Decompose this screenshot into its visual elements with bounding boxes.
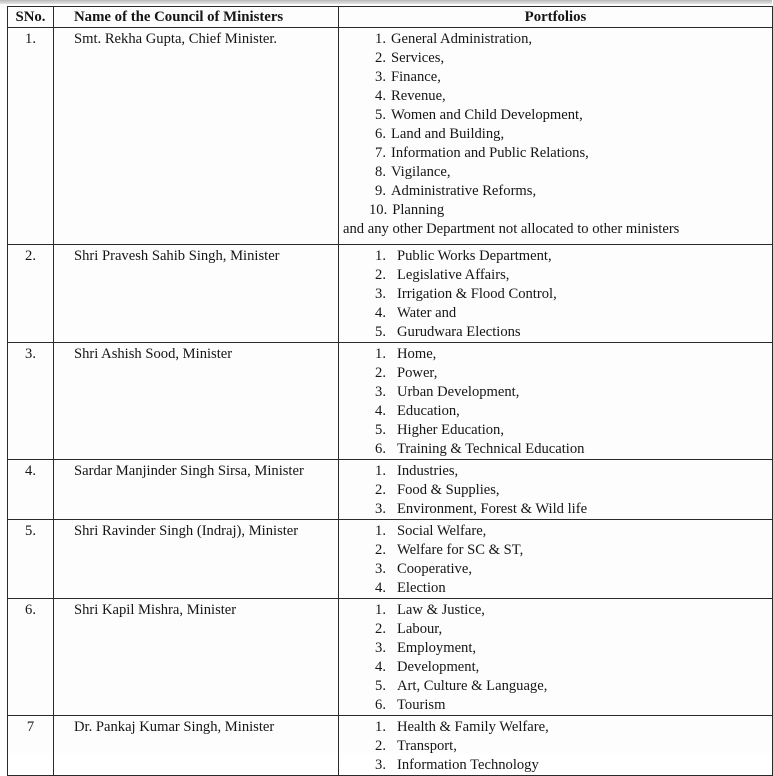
portfolio-item-number: 6. [375, 697, 386, 713]
portfolio-item [369, 462, 772, 481]
portfolio-item [369, 677, 772, 696]
portfolio-item-text: Social Welfare, [397, 523, 487, 539]
table-body [8, 28, 773, 776]
portfolio-item-text: Industries, [397, 463, 459, 479]
portfolio-item [369, 620, 772, 639]
serial-number-cell: 1. [8, 28, 54, 245]
portfolio-item-number: 3. [375, 384, 386, 400]
portfolio-item-number: 1. [375, 463, 386, 479]
portfolio-item-text: Legislative Affairs, [397, 267, 510, 283]
portfolio-item-text: Employment, [397, 640, 477, 656]
portfolio-item-number: 8. [375, 164, 386, 180]
portfolio-item-text: Labour, [397, 621, 443, 637]
portfolio-item-text: Irrigation & Flood Control, [397, 286, 557, 302]
portfolio-item-text: General Administration, [391, 31, 533, 47]
portfolio-item-text: Vigilance, [391, 164, 451, 180]
portfolio-item-number: 3. [375, 501, 386, 517]
portfolio-item [369, 383, 772, 402]
portfolio-item [369, 30, 772, 49]
portfolio-item [369, 144, 772, 163]
portfolio-item [369, 87, 772, 106]
portfolio-item-number: 2. [375, 621, 386, 637]
portfolio-item-text: Transport, [397, 738, 457, 754]
portfolio-list [369, 601, 772, 715]
serial-number-cell: 3. [8, 343, 54, 460]
council-of-ministers-table [7, 6, 773, 776]
portfolio-item [369, 402, 772, 421]
portfolio-item [369, 696, 772, 715]
table-header-row [8, 7, 773, 28]
portfolio-item-number: 4. [375, 403, 386, 419]
portfolio-item [369, 106, 772, 125]
minister-name-cell: Shri Ashish Sood, Minister [54, 343, 339, 460]
portfolio-item-number: 3. [375, 561, 386, 577]
portfolio-item-number: 9. [375, 183, 386, 199]
portfolio-item-number: 2. [375, 482, 386, 498]
portfolio-list [369, 462, 772, 519]
minister-name-cell: Shri Kapil Mishra, Minister [54, 599, 339, 716]
minister-name-cell: Dr. Pankaj Kumar Singh, Minister [54, 716, 339, 776]
portfolio-item [369, 658, 772, 677]
serial-number-cell: 6. [8, 599, 54, 716]
portfolio-list [369, 522, 772, 598]
portfolio-item [369, 49, 772, 68]
header-name: Name of the Council of Ministers [54, 7, 339, 28]
portfolio-item-text: Education, [397, 403, 460, 419]
portfolio-item-text: Welfare for SC & ST, [397, 542, 524, 558]
table-row [8, 245, 773, 343]
portfolio-item [369, 421, 772, 440]
portfolio-item-text: Gurudwara Elections [397, 324, 521, 340]
portfolio-item-text: Urban Development, [397, 384, 520, 400]
portfolio-item-text: Information and Public Relations, [391, 145, 589, 161]
portfolio-item [369, 522, 772, 541]
portfolio-item-text: Public Works Department, [397, 248, 552, 264]
portfolio-item-number: 5. [375, 422, 386, 438]
serial-number-cell: 5. [8, 520, 54, 599]
minister-name-cell: Smt. Rekha Gupta, Chief Minister. [54, 28, 339, 245]
portfolio-item-text: Revenue, [391, 88, 446, 104]
portfolio-item-text: Tourism [397, 697, 446, 713]
portfolio-item-text: Environment, Forest & Wild life [397, 501, 588, 517]
minister-name-cell: Shri Ravinder Singh (Indraj), Minister [54, 520, 339, 599]
portfolio-list [369, 30, 772, 220]
portfolio-item-text: Law & Justice, [397, 602, 485, 618]
portfolio-item [369, 481, 772, 500]
portfolio-item-text: Training & Technical Education [397, 441, 585, 457]
table-row [8, 343, 773, 460]
portfolio-item-text: Land and Building, [391, 126, 505, 142]
portfolio-item-text: Finance, [391, 69, 441, 85]
top-rule [0, 0, 772, 4]
portfolio-item [369, 201, 772, 220]
portfolio-item-text: Planning [392, 202, 445, 218]
portfolio-item-number: 3. [375, 640, 386, 656]
portfolio-item [369, 440, 772, 459]
portfolio-item-number: 2. [375, 267, 386, 283]
portfolio-item-number: 4. [375, 659, 386, 675]
portfolio-item-text: Women and Child Development, [391, 107, 583, 123]
portfolio-item-number: 2. [375, 50, 386, 66]
portfolios-cell [339, 28, 773, 245]
portfolio-item-text: Food & Supplies, [397, 482, 500, 498]
portfolio-item [369, 500, 772, 519]
minister-name-cell: Sardar Manjinder Singh Sirsa, Minister [54, 460, 339, 520]
portfolio-item [369, 323, 772, 342]
portfolio-item-text: Water and [397, 305, 457, 321]
portfolio-item-number: 5. [375, 107, 386, 123]
portfolios-cell [339, 245, 773, 343]
portfolio-item [369, 541, 772, 560]
portfolio-item-number: 1. [375, 248, 386, 264]
portfolio-item-number: 1. [375, 719, 386, 735]
portfolio-item-text: Election [397, 580, 446, 596]
portfolio-item-number: 2. [375, 365, 386, 381]
portfolio-item-number: 2. [375, 738, 386, 754]
portfolio-item-number: 3. [375, 286, 386, 302]
portfolio-item-number: 2. [375, 542, 386, 558]
table-row [8, 599, 773, 716]
portfolio-item [369, 737, 772, 756]
serial-number-cell: 2. [8, 245, 54, 343]
portfolio-item-text: Health & Family Welfare, [397, 719, 549, 735]
portfolio-item-number: 7. [375, 145, 386, 161]
table-row [8, 460, 773, 520]
portfolio-list [369, 718, 772, 775]
portfolio-item-number: 6. [375, 126, 386, 142]
portfolio-item-text: Art, Culture & Language, [397, 678, 548, 694]
portfolio-item-text: Home, [397, 346, 437, 362]
table-row [8, 520, 773, 599]
portfolio-item-text: Higher Education, [397, 422, 504, 438]
portfolio-item-number: 1. [375, 602, 386, 618]
table-row [8, 716, 773, 776]
portfolio-note: and any other Department not allocated to other ministers [343, 221, 680, 237]
portfolio-item-number: 3. [375, 69, 386, 85]
portfolio-list [369, 247, 772, 342]
portfolio-item [369, 304, 772, 323]
portfolio-item [369, 266, 772, 285]
portfolio-item [369, 601, 772, 620]
minister-name-cell: Shri Pravesh Sahib Singh, Minister [54, 245, 339, 343]
portfolio-item-number: 1. [375, 523, 386, 539]
portfolios-cell [339, 716, 773, 776]
portfolio-item [369, 718, 772, 737]
portfolio-item [369, 756, 772, 775]
portfolio-item-text: Power, [397, 365, 438, 381]
portfolio-item [369, 163, 772, 182]
portfolio-item-number: 4. [375, 580, 386, 596]
portfolio-item [369, 345, 772, 364]
portfolio-item-number: 1. [375, 31, 386, 47]
portfolio-item [369, 182, 772, 201]
portfolio-item-text: Development, [397, 659, 480, 675]
portfolio-item [369, 639, 772, 658]
portfolios-cell [339, 343, 773, 460]
portfolio-item [369, 68, 772, 87]
portfolio-item-number: 4. [375, 88, 386, 104]
portfolio-item-number: 3. [375, 757, 386, 773]
portfolio-item-text: Cooperative, [397, 561, 472, 577]
portfolio-item-number: 4. [375, 305, 386, 321]
portfolio-item [369, 560, 772, 579]
portfolios-cell [339, 599, 773, 716]
portfolio-item-number: 6. [375, 441, 386, 457]
header-portfolios: Portfolios [339, 7, 773, 28]
portfolio-item [369, 579, 772, 598]
portfolio-item [369, 247, 772, 266]
portfolio-item-number: 5. [375, 678, 386, 694]
portfolio-item-text: Administrative Reforms, [391, 183, 537, 199]
portfolio-list [369, 345, 772, 459]
portfolio-item-number: 10. [369, 202, 388, 218]
portfolio-item-number: 5. [375, 324, 386, 340]
portfolio-item [369, 364, 772, 383]
serial-number-cell: 7 [8, 716, 54, 776]
portfolio-item-number: 1. [375, 346, 386, 362]
portfolios-cell [339, 520, 773, 599]
portfolio-item [369, 285, 772, 304]
portfolios-cell [339, 460, 773, 520]
table-row [8, 28, 773, 245]
serial-number-cell: 4. [8, 460, 54, 520]
portfolio-item [369, 125, 772, 144]
portfolio-item-text: Information Technology [397, 757, 539, 773]
header-sno: SNo. [8, 7, 54, 28]
portfolio-item-text: Services, [391, 50, 445, 66]
